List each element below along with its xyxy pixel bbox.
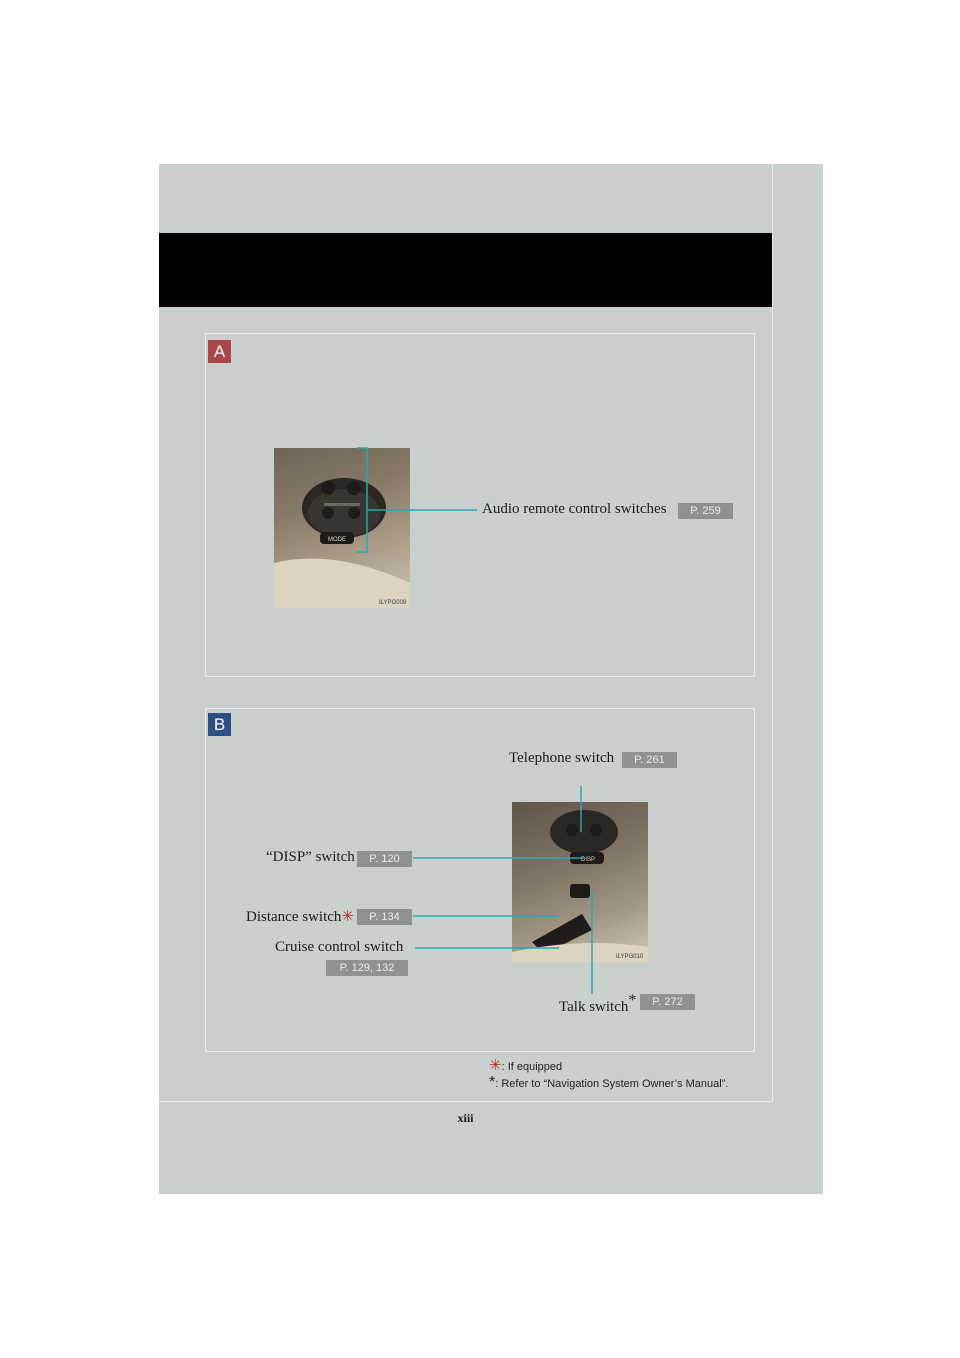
- header-bar: [159, 233, 772, 307]
- footnote-text-if-equipped: : If equipped: [501, 1061, 563, 1073]
- footnote-nav-manual: [489, 1074, 728, 1092]
- svg-text:DISP: DISP: [580, 857, 596, 863]
- callout-label-cruise: Cruise control switch: [275, 939, 404, 955]
- callout-label-telephone: Telephone switch: [509, 750, 615, 766]
- steering-wheel-right-photo: [512, 802, 648, 962]
- distance-switch-text: Distance switch: [246, 909, 342, 925]
- svg-text:MODE: MODE: [328, 537, 346, 543]
- footnote-if-equipped: [489, 1056, 562, 1074]
- footnote-text-nav: : Refer to “Navigation System Owner’s Manual”.: [495, 1078, 729, 1090]
- footnote-marker-if-equipped: ✳: [489, 1057, 502, 1074]
- footnote-marker-nav: *: [489, 1074, 496, 1091]
- manual-page: [159, 164, 823, 1194]
- ref-telephone[interactable]: P. 261: [622, 752, 677, 768]
- steering-wheel-audio-illustration: [274, 448, 410, 608]
- photo-code: ILYPG009: [379, 600, 407, 606]
- nav-manual-marker: *: [628, 992, 637, 1009]
- callout-label-talk: [559, 992, 636, 1016]
- section-b-badge: B: [208, 713, 231, 736]
- ref-disp[interactable]: P. 120: [357, 851, 412, 867]
- ref-cruise[interactable]: P. 129, 132: [326, 960, 408, 976]
- callout-label-disp: “DISP” switch: [266, 849, 355, 865]
- ref-distance[interactable]: P. 134: [357, 909, 412, 925]
- if-equipped-marker: ✳: [341, 909, 354, 925]
- steering-wheel-audio-photo: [274, 448, 410, 608]
- ref-talk[interactable]: P. 272: [640, 994, 695, 1010]
- callout-label-distance: [246, 907, 354, 926]
- talk-switch-text: Talk switch: [559, 999, 629, 1015]
- steering-wheel-right-illustration: [512, 802, 648, 962]
- callout-label-audio-remote: Audio remote control switches: [482, 501, 667, 517]
- section-a-badge: A: [208, 340, 231, 363]
- photo-code: ILYPG010: [616, 954, 644, 960]
- ref-audio-remote[interactable]: P. 259: [678, 503, 733, 519]
- page-number: xiii: [457, 1111, 474, 1125]
